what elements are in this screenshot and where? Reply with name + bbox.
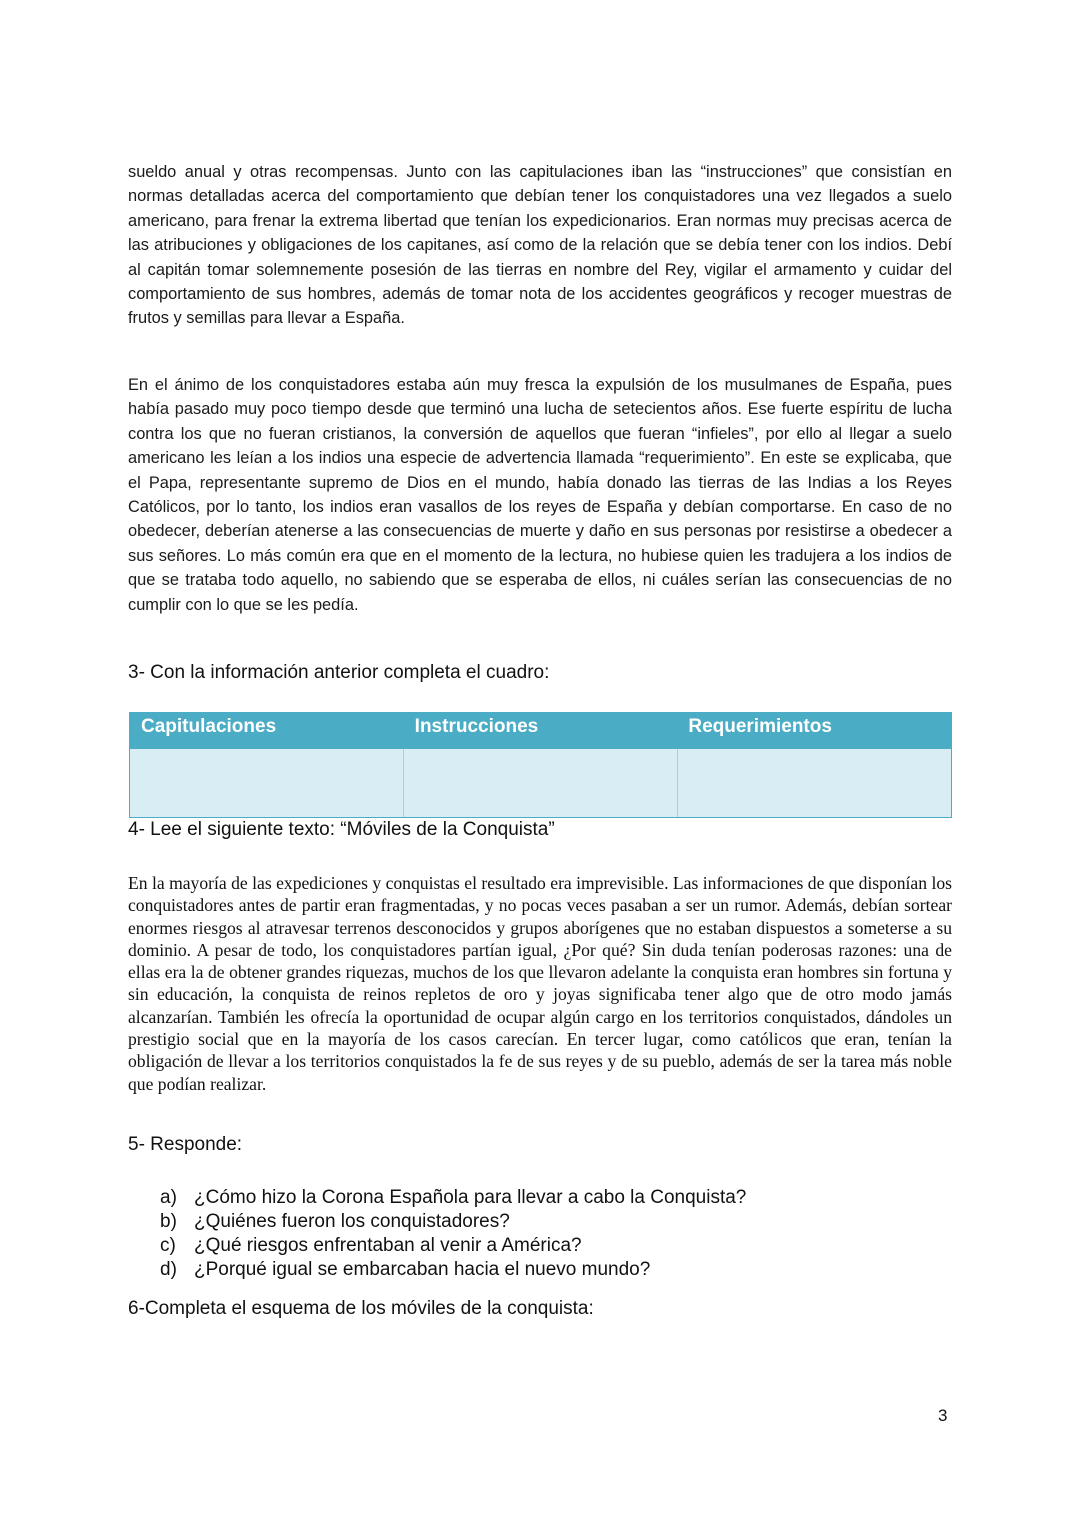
answer-cell-instrucciones[interactable] [404,749,678,817]
question-3-heading: 3- Con la información anterior completa el cuadro: [128,662,550,683]
list-marker: c) [160,1235,176,1256]
table-header-requerimientos: Requerimientos [688,716,832,737]
moviles-conquista-text: En la mayoría de las expediciones y conquistas el resultado era imprevisible. Las informaciones de que disponían los conquistadores antes de partir eran fragmentadas, y no pocas veces pasaban a ser un rumor. Además, debían sortear enormes riesgos al atravesar terrenos desconocidos y grupos aborígenes que no estaban dispuestos a someterse a su dominio. A pesar de todo, los conquistadores partían igual, ¿Por qué? Sin duda tenían poderosas razones: una de ellas era la de obtener grandes riquezas, muchos de los que llevaron adelante la conquista eran hombres sin fortuna y sin educación, la conquista de reinos repletos de oro y joyas significaba tener algo que de otro modo jamás alcanzarían. También les ofrecía la oportunidad de ocupar algún cargo en los territorios conquistados, dándoles un prestigio social que en la mayoría de los casos carecían. En tercer lugar, como católicos que eran, tenían la obligación de llevar a los territorios conquistados la fe de sus reyes y de su pueblo, además de ser la tarea más noble que podían realizar. [128,873,952,1094]
list-marker: b) [160,1211,177,1232]
table-header-row [130,713,951,749]
paragraph-requerimiento: En el ánimo de los conquistadores estaba aún muy fresca la expulsión de los musulmanes de España, pues había pasado muy poco tiempo desde que terminó una lucha de setecientos años. Ese fuerte espíritu de lucha contra los que no fueran cristianos, la conversión de aquellos que fueran “infieles”, por ello al llegar a suelo americano les leían a los indios una especie de advertencia llamada “requerimiento”. En este se explicaba, que el Papa, representante supremo de Dios en el mundo, había donado las tierras de las Indias a los Reyes Católicos, por lo tanto, los indios eran vasallos de los reyes de España y debían comportarse. En caso de no obedecer, deberían atenerse a las consecuencias de muerte y daño en sus personas por resistirse a obedecer a sus señores. Lo más común era que en el momento de la lectura, no hubiese quien les tradujera a los indios de que se trataba todo aquello, no sabiendo que se esperaba de ellos, ni cuáles serían las consecuencias de no cumplir con lo que se les pedía. [128,376,952,614]
table-answer-row [130,749,951,817]
question-4-heading: 4- Lee el siguiente texto: “Móviles de la Conquista” [128,819,555,840]
question-text: ¿Quiénes fueron los conquistadores? [194,1211,510,1232]
list-marker: a) [160,1187,177,1208]
answer-cell-capitulaciones[interactable] [130,749,404,817]
page-number: 3 [938,1406,948,1425]
table-header-capitulaciones: Capitulaciones [141,716,277,737]
list-item [160,1210,746,1234]
paragraph-instrucciones: sueldo anual y otras recompensas. Junto con las capitulaciones iban las “instrucciones” que consistían en normas detalladas acerca del comportamiento que debían tener los conquistadores una vez llegados a suelo americano, para frenar la extrema libertad que tenían los expedicionarios. Eran normas muy precisas acerca de las atribuciones y obligaciones de los capitanes, así como de la relación que se debía tener con los indios. Debí al capitán tomar solemnemente posesión de las tierras en nombre del Rey, vigilar el armamento y cuidar del comportamiento de sus hombres, además de tomar nota de los accidentes geográficos y recoger muestras de frutos y semillas para llevar a España. [128,163,952,328]
question-5-heading: 5- Responde: [128,1134,243,1155]
list-item [160,1186,746,1210]
question-text: ¿Qué riesgos enfrentaban al venir a América? [194,1235,582,1256]
question-list [160,1186,746,1282]
answer-cell-requerimientos[interactable] [678,749,951,817]
list-item [160,1234,746,1258]
question-text: ¿Porqué igual se embarcaban hacia el nuevo mundo? [194,1259,651,1280]
question-text: ¿Cómo hizo la Corona Española para llevar a cabo la Conquista? [194,1187,747,1208]
list-marker: d) [160,1259,177,1280]
completion-table [129,712,952,818]
list-item [160,1258,746,1282]
question-6-heading: 6-Completa el esquema de los móviles de la conquista: [128,1298,594,1319]
table-header-instrucciones: Instrucciones [414,716,539,737]
